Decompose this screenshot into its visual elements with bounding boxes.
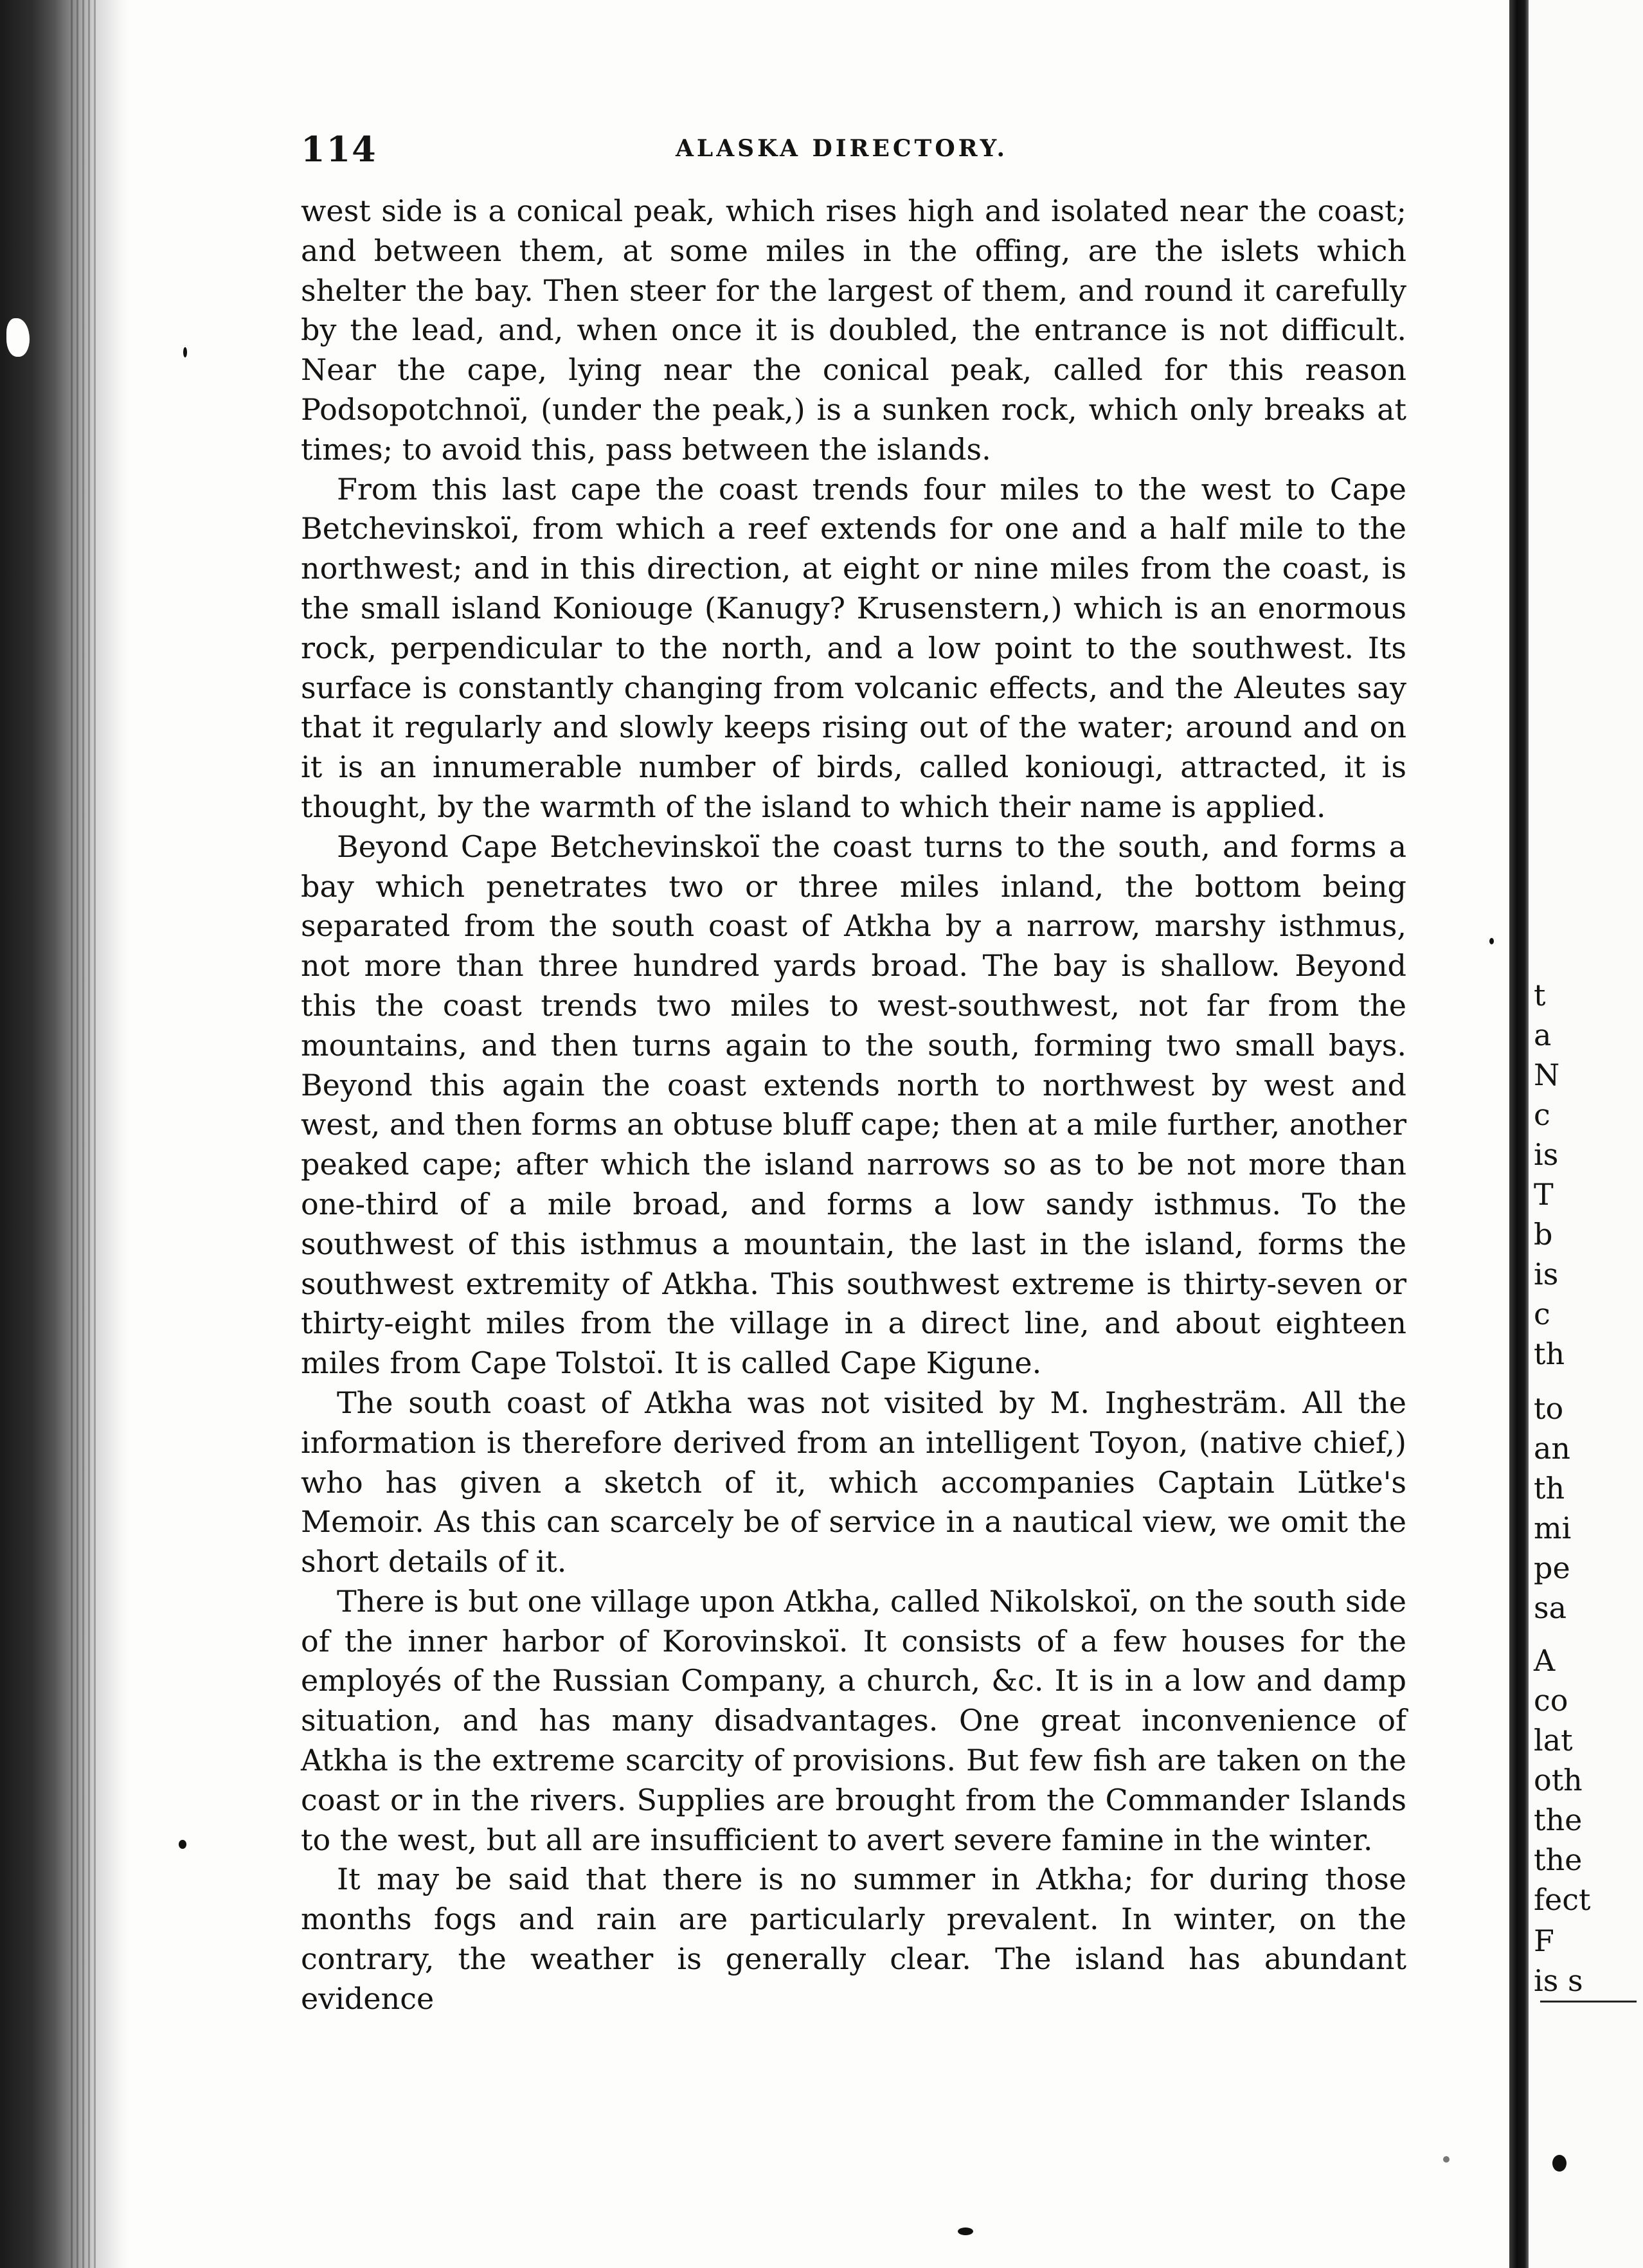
page-fold-shadow: [1509, 0, 1529, 2268]
adjacent-page-fragment: c: [1534, 1097, 1550, 1132]
binding-edge-lines: [71, 0, 96, 2268]
adjacent-page-fragment: is s: [1534, 1963, 1583, 1998]
adjacent-page-fragment: N: [1534, 1058, 1560, 1092]
adjacent-page-fragment: pe: [1534, 1551, 1570, 1585]
adjacent-page-fragment: th: [1534, 1336, 1565, 1371]
adjacent-page-fragment: b: [1534, 1217, 1553, 1252]
adjacent-page-fragment: the: [1534, 1842, 1583, 1877]
adjacent-page-fragment: lat: [1534, 1723, 1573, 1758]
adjacent-page-fragment: an: [1534, 1431, 1571, 1466]
adjacent-page-fragment: a: [1534, 1018, 1552, 1052]
adjacent-page-fragment: mi: [1534, 1511, 1572, 1545]
paragraph: Beyond Cape Betchevinskoï the coast turns to the south, and forms a bay which penetrates two or three miles inland, the bottom being separated from the south coast of Atkha by a narrow, marshy isthmus, not more than three hundred yards broad. The bay is shallow. Beyond this the coast trends two miles to west-southwest, not far from the mountains, and then turns again to the south, forming two small bays. Beyond this again the coast extends north to northwest by west and west, and then forms an obtuse bluff cape; then at a mile further, another peaked cape; after which the island narrows so as to be not more than one-third of a mile broad, and forms a low sandy isthmus. To the southwest of this isthmus a mountain, the last in the island, forms the southwest extremity of Atkha. This southwest extreme is thirty-seven or thirty-eight miles from the village in a direct line, and about eighteen miles from Cape Tolstoï. It is called Cape Kigune.: [301, 829, 1406, 1381]
adjacent-page-rule: [1540, 2001, 1637, 2003]
scan-speck: [1552, 2155, 1567, 2172]
paragraph: There is but one village upon Atkha, called Nikolskoï, on the south side of the inner harbor of Korovinskoï. It consists of a few houses for the employés of the Russian Company, a church, &c. It is in a low and damp situation, and has many disadvantages. One great inconvenience of Atkha is the extreme scarcity of provisions. But few fish are taken on the coast or in the rivers. Supplies are brought from the Commander Islands to the west, but all are insufficient to avert severe famine in the winter.: [301, 1583, 1406, 1857]
page-header: [301, 129, 1406, 180]
body-text: [301, 192, 1406, 2019]
scan-speck: [958, 2228, 973, 2235]
scan-speck: [179, 1840, 186, 1849]
adjacent-page-edge: [1529, 0, 1643, 2268]
paragraph: From this last cape the coast trends four miles to the west to Cape Betchevinskoï, from which a reef extends for one and a half mile to the northwest; and in this direction, at eight or nine miles from the coast, is the small island Koniouge (Kanugy? Krusenstern,) which is an enormous rock, perpendicular to the north, and a low point to the southwest. Its surface is constantly changing from volcanic effects, and the Aleutes say that it regularly and slowly keeps rising out of the water; around and on it is an innumerable number of birds, called koniougi, attracted, it is thought, by the warmth of the island to which their name is applied.: [301, 471, 1406, 824]
adjacent-page-fragment: is: [1534, 1257, 1559, 1292]
running-title: ALASKA DIRECTORY.: [676, 135, 1009, 162]
adjacent-page-fragment: A: [1534, 1643, 1556, 1678]
adjacent-page-fragment: T: [1534, 1177, 1554, 1212]
adjacent-page-fragment: t: [1534, 978, 1546, 1013]
adjacent-page-fragment: th: [1534, 1471, 1565, 1506]
adjacent-page-fragment: oth: [1534, 1763, 1583, 1797]
adjacent-page-fragment: c: [1534, 1297, 1550, 1331]
adjacent-page-fragment: to: [1534, 1391, 1564, 1426]
adjacent-page-fragment: sa: [1534, 1590, 1567, 1625]
paragraph: west side is a conical peak, which rises high and isolated near the coast; and between them, at some miles in the offing, are the islets which shelter the bay. Then steer for the largest of them, and round it carefully by the lead, and, when once it is doubled, the entrance is not difficult. Near the cape, lying near the conical peak, called for this reason Podsopotchnoï, (under the peak,) is a sunken rock, which only breaks at times; to avoid this, pass between the islands.: [301, 194, 1406, 467]
adjacent-page-fragment: F: [1534, 1923, 1554, 1958]
paragraph: It may be said that there is no summer in Atkha; for during those months fogs and rain are particularly prevalent. In winter, on the contrary, the weather is generally clear. The island has abundant evidence: [301, 1862, 1406, 2016]
adjacent-page-fragment: the: [1534, 1803, 1583, 1837]
adjacent-page-fragment: is: [1534, 1137, 1559, 1172]
page-number: 114: [301, 129, 377, 170]
scan-speck: [1443, 2156, 1450, 2163]
scan-speck: [1489, 938, 1494, 944]
scan-speck: [183, 347, 187, 357]
adjacent-page-fragment: fect: [1534, 1882, 1591, 1917]
paragraph: The south coast of Atkha was not visited by M. Inghesträm. All the information is therefore derived from an intelligent Toyon, (native chief,) who has given a sketch of it, which accompanies Captain Lütke's Memoir. As this can scarcely be of service in a nautical view, we omit the short details of it.: [301, 1385, 1406, 1580]
adjacent-page-fragment: co: [1534, 1683, 1568, 1718]
